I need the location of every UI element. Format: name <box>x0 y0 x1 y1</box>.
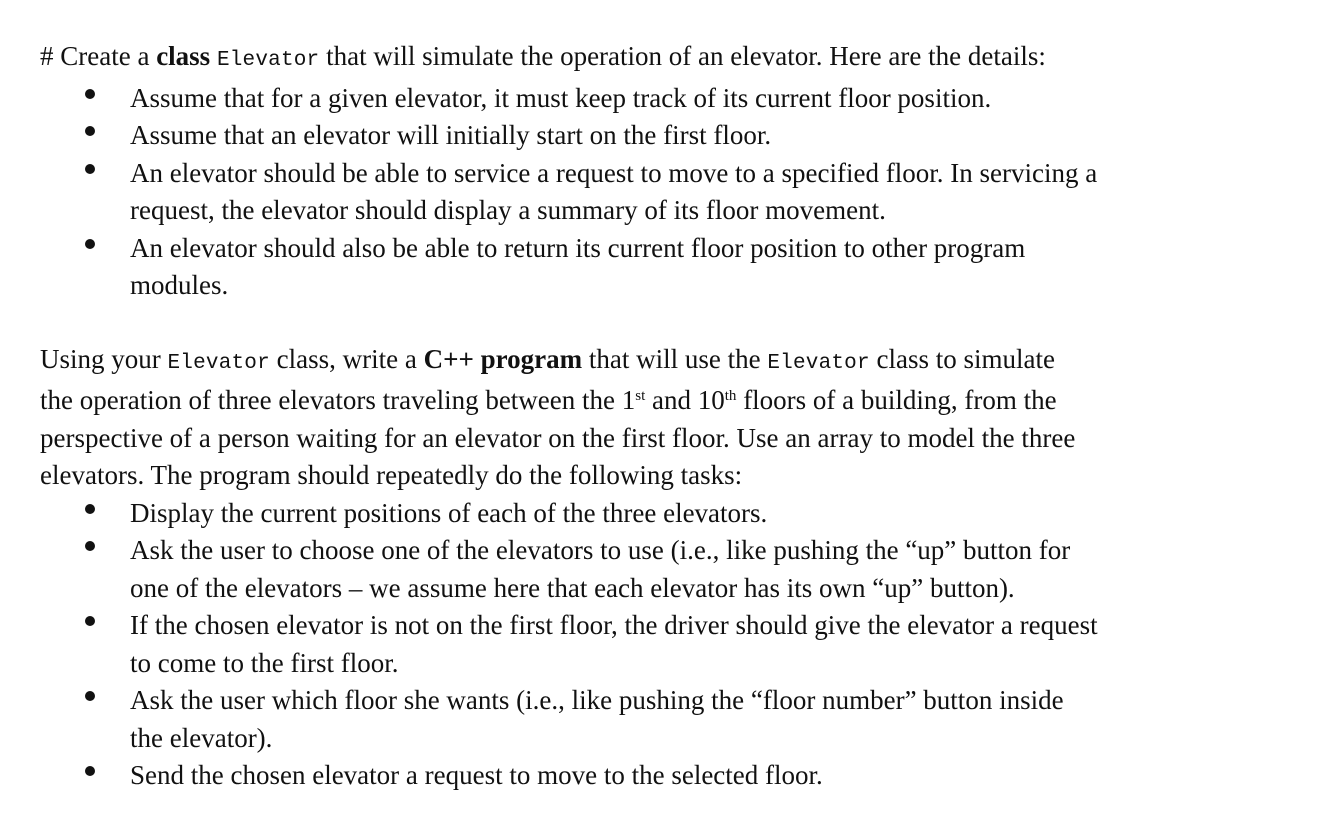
class-name-code: Elevator <box>767 351 870 375</box>
intro-suffix: that will simulate the operation of an elevator. Here are the details: <box>319 41 1046 71</box>
cpp-program-bold: C++ program <box>423 343 583 374</box>
paragraph-line <box>40 382 1290 420</box>
tasks-list <box>40 495 1290 795</box>
list-item-line: An elevator should also be able to return its current floor position to other program <box>130 232 1026 263</box>
list-item <box>40 230 1290 305</box>
list-item <box>40 155 1290 230</box>
list-item-line: Ask the user to choose one of the elevators to use (i.e., like pushing the “up” button for <box>130 535 1071 565</box>
list-item-line: one of the elevators – we assume here that each elevator has its own “up” button). <box>130 572 1015 603</box>
paragraph-text: floors of a building, from the <box>736 385 1057 415</box>
list-item-line: Assume that for a given elevator, it must keep track of its current floor position. <box>130 82 992 113</box>
paragraph-text: class, write a <box>269 343 424 374</box>
intro-class-name: Elevator <box>216 49 320 72</box>
intro-prefix: # Create a <box>40 41 157 71</box>
list-item <box>40 607 1290 682</box>
ordinal-suffix: th <box>724 388 737 404</box>
program-paragraph <box>40 341 1290 495</box>
paragraph-text: the operation of three elevators traveling between the 1 <box>40 385 636 415</box>
class-name-code: Elevator <box>167 351 270 375</box>
list-item-line: the elevator). <box>130 722 273 753</box>
paragraph-text: class to simulate <box>869 343 1055 374</box>
list-item <box>40 495 1290 533</box>
intro-class-keyword: class <box>156 41 211 71</box>
paragraph-text: that will use the <box>582 343 768 374</box>
bullet-icon <box>85 239 95 249</box>
list-item-line: Display the current positions of each of the three elevators. <box>130 497 768 528</box>
list-item-line: to come to the first floor. <box>130 647 399 678</box>
list-item-line: Ask the user which floor she wants (i.e., like pushing the “floor number” button inside <box>130 685 1064 715</box>
paragraph-text: and 10 <box>645 385 725 415</box>
paragraph-line: perspective of a person waiting for an elevator on the first floor. Use an array to model the three <box>40 422 1076 453</box>
list-item-line: Assume that an elevator will initially start on the first floor. <box>130 120 772 150</box>
list-item-line: request, the elevator should display a summary of its floor movement. <box>130 195 886 225</box>
paragraph-gap <box>40 305 1290 341</box>
bullet-icon <box>85 616 95 626</box>
bullet-icon <box>85 766 95 776</box>
list-item <box>40 682 1290 757</box>
list-item <box>40 80 1290 118</box>
list-item-line: modules. <box>130 270 229 300</box>
document-page <box>40 38 1290 795</box>
paragraph-line: elevators. The program should repeatedly do the following tasks: <box>40 460 743 490</box>
list-item-line: If the chosen elevator is not on the first floor, the driver should give the elevator a request <box>130 610 1098 640</box>
list-item <box>40 117 1290 155</box>
bullet-icon <box>85 541 95 551</box>
list-item <box>40 532 1290 607</box>
list-item-line: Send the chosen elevator a request to move to the selected floor. <box>130 760 823 790</box>
paragraph-text: Using your <box>40 343 168 374</box>
bullet-icon <box>85 89 95 99</box>
ordinal-suffix: st <box>635 388 646 404</box>
bullet-icon <box>85 691 95 701</box>
details-list <box>40 80 1290 305</box>
intro-line <box>40 38 1290 80</box>
paragraph-line <box>40 341 1290 383</box>
list-item <box>40 757 1290 795</box>
bullet-icon <box>85 504 95 514</box>
bullet-icon <box>85 126 95 136</box>
bullet-icon <box>85 164 95 174</box>
list-item-line: An elevator should be able to service a request to move to a specified floor. In servicing a <box>130 157 1098 188</box>
